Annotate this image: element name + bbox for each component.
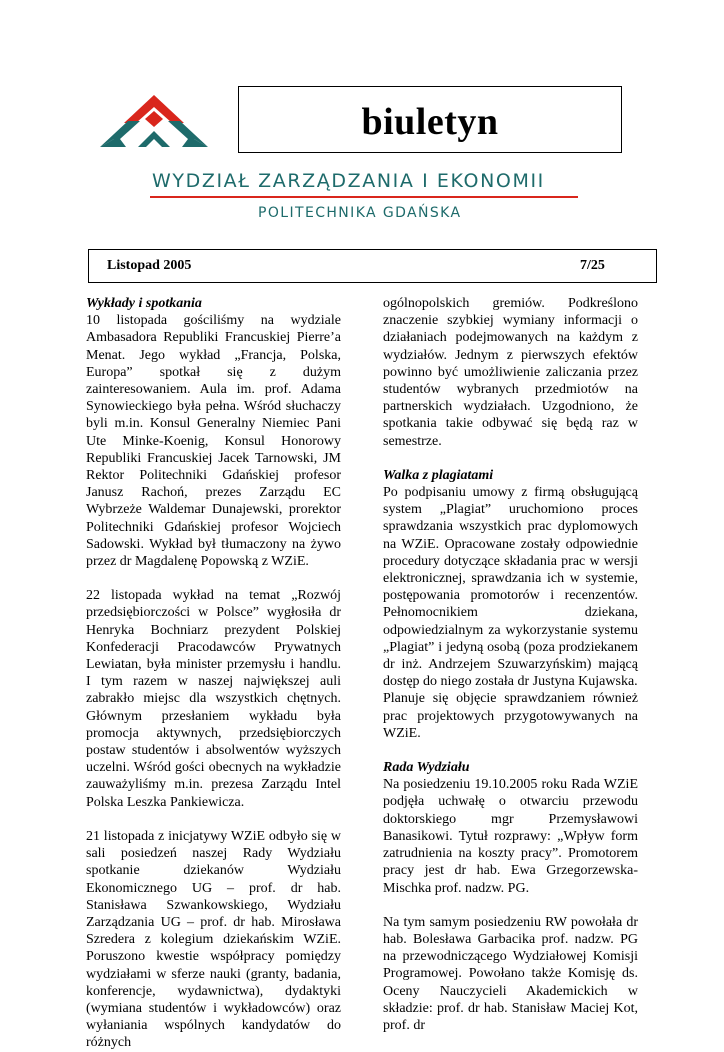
spacer (383, 450, 638, 467)
university-name: POLITECHNIKA GDAŃSKA (258, 205, 462, 221)
right-column (383, 295, 638, 1034)
header-divider (150, 196, 578, 198)
logo-red-diamond-icon (145, 111, 163, 127)
article-paragraph: Po podpisaniu umowy z firmą obsługującą system „Plagiat” uruchomiono proces sprawdzania wszystkich prac dyplomowych na WZiE. Opracowane zostały odpowiednie procedury dotyczące składania prac w wersji elektronicznej, sprawdzania ich w systemie, postępowania promotorów i recenzentów. Pełnomocnikiem dziekana, odpowiedzialnym za wykorzystanie systemu „Plagiat” i jedyną osobą (poza prodziekanem dr inż. Andrzejem Szuwarzyńskim) mającą dostęp do niego została dr Justyna Kujawska. (383, 485, 638, 690)
article-paragraph: Na posiedzeniu 19.10.2005 roku Rada WZiE podjęła uchwałę o otwarciu przewodu doktorskiego mgr Przemysławowi Banasikowi. Tytuł rozprawy: „Wpływ form zatrudnienia na koszty pracy”. Promotorem pracy jest dr hab. Ewa Grzegorzewska-Mischka prof. nadzw. PG. (383, 777, 638, 896)
left-column (86, 295, 341, 1052)
article-paragraph: Na tym samym posiedzeniu RW powołała dr hab. Bolesława Garbacika prof. nadzw. PG na przewodniczącego Wydziałowej Komisji Programowej. Powołano także Komisję ds. Oceny Nauczycieli Akademickich w składzie: prof. dr hab. Stanisław Maciej Kot, prof. dr (383, 914, 638, 1033)
logo-teal-left-base-icon (100, 139, 126, 147)
faculty-logo (100, 93, 208, 151)
issue-number: 7/25 (580, 258, 605, 273)
article-paragraph: Planuje się objęcie sprawdzaniem również prac projektowych przygotowywanych na WZiE. (383, 691, 638, 741)
article-paragraph: 22 listopada wykład na temat „Rozwój przedsiębiorczości w Polsce” wygłosiła dr Henryka Bochniarz prezydent Polskiej Konfederacji Pracodawców Prywatnych Lewiatan, była minister przemysłu i handlu. I tym razem w naszej największej auli zabrakło miejsc dla wszystkich chętnych. Głównym przesłaniem wykładu była promocja aktywnych, przedsiębiorczych postaw studentów i absolwentów wyższych uczelni. Wśród gości obecnych na wykładzie zauważyliśmy m.in. prezesa Zarządu Intel Polska Leszka Pankiewicza. (86, 588, 341, 810)
logo-teal-right-base-icon (182, 139, 208, 147)
spacer (383, 742, 638, 759)
article-paragraph: 10 listopada gościliśmy na wydziale Ambasadora Republiki Francuskiej Pierre’a Menat. Jego wykład „Francja, Polska, Europa” spotkał się z dużym zainteresowaniem. Aula im. prof. Adama Synowieckiego była pełna. Wśród słuchaczy byli m.in. Konsul Generalny Niemiec Pani Ute Minke-Koenig, Konsul Honorowy Republiki Francuskiej Jacek Tarnowski, JM Rektor Politechniki Gdańskiej profesor Janusz Rachoń, prezes Zarządu EC Wybrzeże Waldemar Dunajewski, prorektor Politechniki Gdańskiej profesor Wojciech Sadowski. Wykład był tłumaczony na żywo przez dr Magdalenę Popowską z WZiE. (86, 313, 341, 570)
section-heading-plagiarism: Walka z plagiatami (383, 467, 494, 483)
issue-info-box (88, 249, 657, 283)
masthead-title: biuletyn (361, 101, 499, 143)
section-heading-council: Rada Wydziału (383, 760, 470, 776)
logo-teal-center-icon (138, 131, 170, 147)
section-heading-lectures: Wykłady i spotkania (86, 296, 202, 311)
article-paragraph: ogólnopolskich gremiów. Podkreślono znaczenie szybkiej wymiany informacji o działaniach podejmowanych na każdym z wydziałów. Jednym z pierwszych efektów powinno być umożliwienie zaliczania przez studentów wybranych przedmiotów na partnerskich wydziałach. Uzgodniono, że spotkania takie odbywać się będą raz w semestrze. (383, 296, 638, 449)
masthead-title-box (238, 86, 622, 153)
issue-date: Listopad 2005 (107, 258, 192, 273)
article-paragraph: 21 listopada z inicjatywy WZiE odbyło się w sali posiedzeń naszej Rady Wydziału spotkanie dziekanów Wydziału Ekonomicznego UG – prof. dr hab. Stanisława Szwankowskiego, Wydziału Zarządzania UG – prof. dr hab. Mirosława Szredera z kolegium dziekańskim WZiE. Poruszono kwestie współpracy pomiędzy wydziałami w sferze nauki (granty, badania, konferencje, wydawnictwa), dydaktyki (wymiana studentów i wykładowców) oraz wyłaniania wspólnych kandydatów do różnych (86, 828, 341, 1051)
faculty-name: WYDZIAŁ ZARZĄDZANIA I EKONOMII (152, 170, 545, 192)
